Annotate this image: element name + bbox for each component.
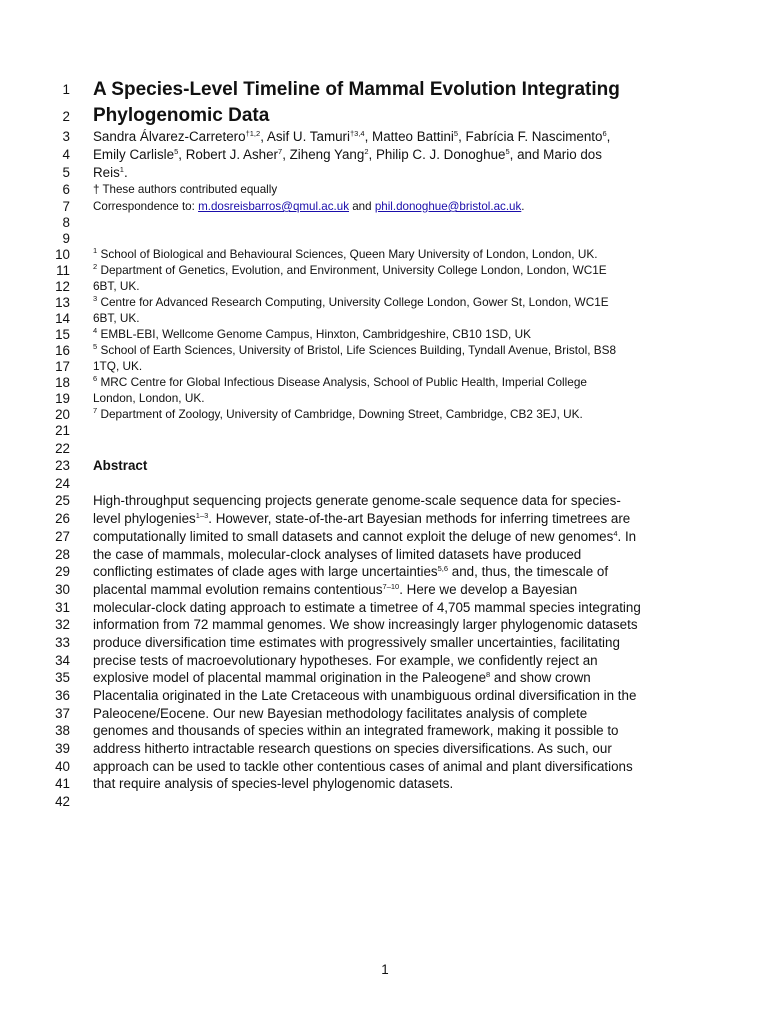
email-link-donoghue[interactable]: phil.donoghue@bristol.ac.uk (374, 200, 522, 213)
abstract-heading: Abstract (93, 458, 148, 473)
email-link-dosreis[interactable]: m.dosreisbarros@qmul.ac.uk (198, 200, 350, 213)
line-number: 38 (55, 723, 70, 738)
affiliation-5-cont: 1TQ, UK. (93, 359, 143, 373)
line-number: 21 (55, 423, 70, 438)
line-number: 40 (55, 759, 70, 774)
abstract-line: approach can be used to tackle other contentious cases of animal and plant diversifications (93, 759, 633, 774)
line-number: 25 (55, 493, 70, 508)
line-number: 23 (55, 458, 70, 473)
line-number: 15 (55, 327, 70, 342)
affiliation-7: $^7$ Department of Zoology, University of Cambridge, Downing Street, Cambridge, CB2 3EJ, UK. (93, 406, 583, 421)
affiliation-5: $^5$ School of Earth Sciences, University of Bristol, Life Sciences Building, Tyndall Avenue, Bristol, BS8 (93, 342, 617, 357)
abstract-line: conflicting estimates of clade ages with large uncertainties$^{5,6}$ and, thus, the timescale of (93, 564, 609, 579)
equal-contribution-note: † These authors contributed equally (93, 183, 278, 196)
abstract-line: the case of mammals, molecular-clock analyses of limited datasets have produced (93, 547, 582, 562)
line-number: 5 (62, 165, 70, 180)
line-number: 36 (55, 688, 70, 703)
abstract-line: Paleocene/Eocene. Our new Bayesian methodology facilitates analysis of complete (93, 706, 588, 721)
line-number: 7 (62, 199, 70, 214)
abstract-line: precise tests of macroevolutionary hypotheses. For example, we confidently reject an (93, 653, 598, 668)
line-number: 1 (62, 82, 70, 97)
line-number: 22 (55, 441, 70, 456)
line-number: 26 (55, 511, 70, 526)
line-number: 4 (62, 147, 70, 162)
affiliation-6: $^6$ MRC Centre for Global Infectious Disease Analysis, School of Public Health, Imperial College (93, 374, 587, 389)
abstract-line: High-throughput sequencing projects generate genome-scale sequence data for species- (93, 493, 621, 508)
line-number: 35 (55, 670, 70, 685)
abstract-line: address hitherto intractable research questions on species diversifications. As such, our (93, 741, 612, 756)
line-number: 24 (55, 476, 70, 491)
author-list-line-1: Sandra Álvarez-Carretero$^{\dagger 1,2}$, Asif U. Tamuri$^{\dagger 3,4}$, Matteo Battini$^5$, Fabrícia F. Nascimento$^6$, (93, 129, 611, 144)
abstract-line: Placentalia originated in the Late Cretaceous with unambiguous ordinal diversification in the (93, 688, 637, 703)
affiliation-3: $^3$ Centre for Advanced Research Computing, University College London, Gower St, London, WC1E (93, 294, 609, 309)
line-number: 28 (55, 547, 70, 562)
affiliation-1: $^1$ School of Biological and Behavioural Sciences, Queen Mary University of London, London, UK. (93, 246, 598, 261)
line-number: 42 (55, 794, 70, 809)
line-number: 31 (55, 600, 70, 615)
author-list-line-2: Emily Carlisle$^5$, Robert J. Asher$^7$, Ziheng Yang$^2$, Philip C. J. Donoghue$^5$, and Mario dos (93, 147, 602, 162)
line-number: 41 (55, 776, 70, 791)
paper-title-line-1: A Species-Level Timeline of Mammal Evolution Integrating (93, 79, 620, 100)
page-number: 1 (381, 962, 389, 977)
line-number: 20 (55, 407, 70, 422)
abstract-line: genomes and thousands of species within an integrated framework, making it possible to (93, 723, 619, 738)
line-number: 29 (55, 564, 70, 579)
affiliation-4: $^4$ EMBL-EBI, Wellcome Genome Campus, Hinxton, Cambridgeshire, CB10 1SD, UK (93, 326, 531, 341)
line-number: 14 (55, 311, 70, 326)
affiliation-2: $^2$ Department of Genetics, Evolution, and Environment, University College London, London, WC1E (93, 262, 607, 277)
author-list-line-3: Reis$^1$. (93, 165, 128, 180)
line-number: 18 (55, 375, 70, 390)
affiliation-3-cont: 6BT, UK. (93, 311, 140, 325)
line-number: 27 (55, 529, 70, 544)
abstract-line: computationally limited to small datasets and cannot exploit the deluge of new genomes$^4$. In (93, 529, 637, 544)
line-number: 17 (55, 359, 70, 374)
abstract-line: level phylogenies$^{1-3}$. However, state-of-the-art Bayesian methods for inferring timetrees are (93, 511, 631, 526)
line-number: 37 (55, 706, 70, 721)
affiliation-2-cont: 6BT, UK. (93, 279, 140, 293)
line-number: 19 (55, 391, 70, 406)
line-number: 6 (62, 182, 70, 197)
abstract-line: explosive model of placental mammal origination in the Paleogene$^8$ and show crown (93, 670, 591, 685)
line-number: 3 (62, 129, 70, 144)
correspondence-line: Correspondence to: m.dosreisbarros@qmul.ac.uk and phil.donoghue@bristol.ac.uk. (93, 200, 525, 213)
line-number: 8 (62, 215, 70, 230)
line-number: 10 (55, 247, 70, 262)
line-number: 11 (56, 263, 70, 278)
abstract-line: information from 72 mammal genomes. We show increasingly larger phylogenomic datasets (93, 617, 638, 632)
abstract-line: that require analysis of species-level phylogenomic datasets. (93, 776, 454, 791)
line-number: 34 (55, 653, 70, 668)
line-number: 16 (55, 343, 70, 358)
line-number: 2 (62, 109, 70, 124)
abstract-line: placental mammal evolution remains contentious$^{7-10}$. Here we develop a Bayesian (93, 582, 578, 597)
line-number: 12 (55, 279, 70, 294)
line-number: 39 (55, 741, 70, 756)
affiliation-6-cont: London, London, UK. (93, 391, 205, 405)
line-number: 30 (55, 582, 70, 597)
line-number: 33 (55, 635, 70, 650)
abstract-line: molecular-clock dating approach to estimate a timetree of 4,705 mammal species integrating (93, 600, 641, 615)
line-number: 13 (55, 295, 70, 310)
line-number: 9 (62, 231, 70, 246)
line-number: 32 (55, 617, 70, 632)
abstract-line: produce diversification time estimates with progressively smaller uncertainties, facilitating (93, 635, 620, 650)
paper-title-line-2: Phylogenomic Data (93, 105, 270, 126)
